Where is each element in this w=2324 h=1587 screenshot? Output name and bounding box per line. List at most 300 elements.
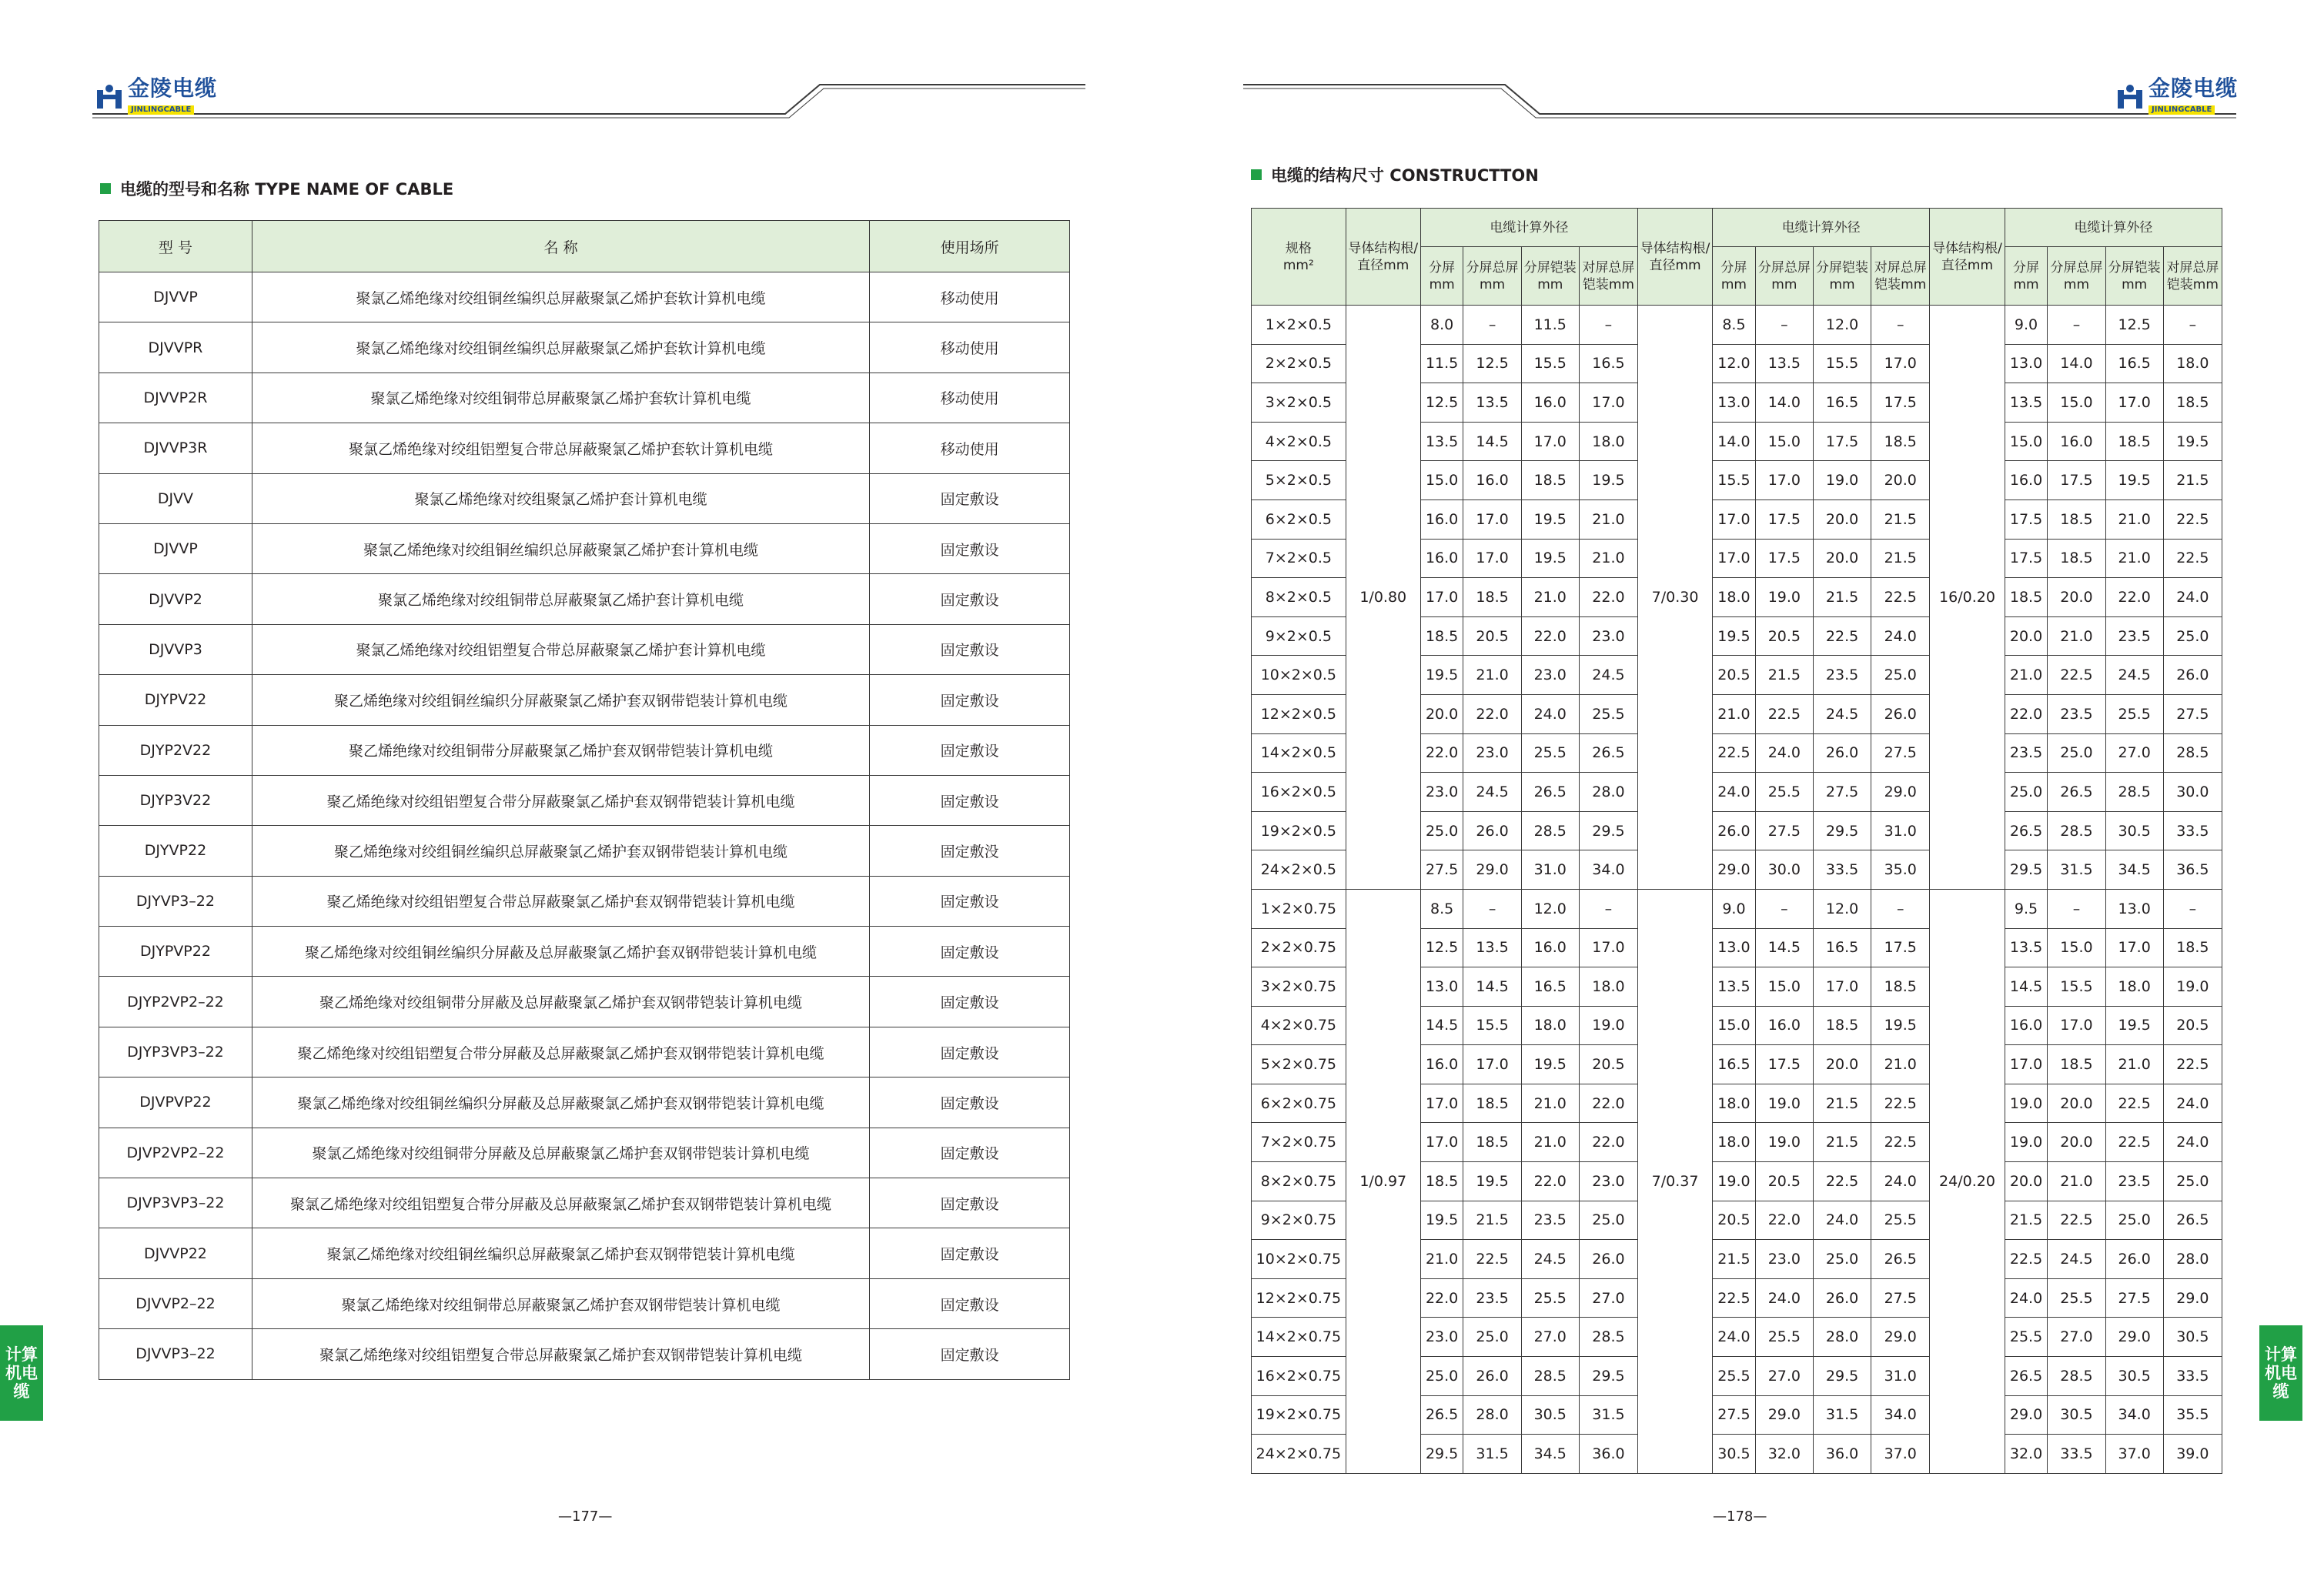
value-cell: 26.5: [1420, 1395, 1463, 1435]
value-cell: 35.0: [1871, 850, 1930, 890]
value-cell: 21.0: [1579, 539, 1637, 578]
value-cell: 16.5: [1813, 383, 1871, 423]
name-cell: 聚乙烯绝缘对绞组铜丝编织分屏蔽聚氯乙烯护套双钢带铠装计算机电缆: [252, 675, 869, 725]
spec-cell: 16×2×0.5: [1252, 773, 1346, 812]
value-cell: 18.5: [2005, 578, 2048, 617]
value-cell: 20.5: [2163, 1006, 2222, 1045]
value-cell: 25.5: [2048, 1278, 2105, 1318]
value-cell: 30.5: [1521, 1395, 1579, 1435]
value-cell: –: [2048, 306, 2105, 345]
name-cell: 聚氯乙烯绝缘对绞组铜带总屏蔽聚氯乙烯护套软计算机电缆: [252, 373, 869, 423]
header-sub: 分屏总屏mm: [2048, 247, 2105, 306]
value-cell: 32.0: [1755, 1435, 1813, 1474]
value-cell: 20.0: [1813, 499, 1871, 539]
value-cell: 13.5: [1713, 967, 1756, 1007]
usage-cell: 移动使用: [870, 322, 1070, 373]
value-cell: 18.5: [1420, 616, 1463, 656]
value-cell: 20.0: [1813, 539, 1871, 578]
value-cell: 13.5: [2005, 383, 2048, 423]
value-cell: 28.5: [2163, 733, 2222, 773]
value-cell: 17.5: [1813, 422, 1871, 461]
value-cell: 24.0: [1713, 773, 1756, 812]
header-sub: 对屏总屏铠装mm: [1871, 247, 1930, 306]
value-cell: 21.0: [2048, 1162, 2105, 1201]
spec-cell: 12×2×0.5: [1252, 694, 1346, 733]
brand-sub: JINLINGCABLE: [128, 105, 194, 115]
value-cell: 29.0: [1871, 1318, 1930, 1357]
value-cell: 21.0: [1579, 499, 1637, 539]
model-cell: DJVPVP22: [99, 1077, 252, 1128]
name-cell: 聚氯乙烯绝缘对绞组铜丝编织总屏蔽聚氯乙烯护套软计算机电缆: [252, 272, 869, 322]
spec-cell: 3×2×0.75: [1252, 967, 1346, 1007]
usage-cell: 固定敷设: [870, 1077, 1070, 1128]
value-cell: 21.0: [1871, 1045, 1930, 1084]
page-number: —177—: [558, 1508, 613, 1525]
model-cell: DJVVPR: [99, 322, 252, 373]
value-cell: 21.5: [1813, 1084, 1871, 1123]
name-cell: 聚氯乙烯绝缘对绞组铜丝编织总屏蔽聚氯乙烯护套双钢带铠装计算机电缆: [252, 1228, 869, 1278]
table-row: [99, 322, 1070, 373]
value-cell: –: [2163, 889, 2222, 928]
value-cell: 29.0: [1463, 850, 1521, 890]
table-header-row: [99, 221, 1070, 272]
value-cell: 23.5: [2105, 1162, 2163, 1201]
value-cell: 29.5: [1813, 811, 1871, 850]
value-cell: 19.0: [1813, 461, 1871, 500]
right-page: [1162, 0, 2324, 1587]
value-cell: 8.5: [1420, 889, 1463, 928]
value-cell: 24.0: [1755, 1278, 1813, 1318]
value-cell: 23.0: [1463, 733, 1521, 773]
value-cell: 18.0: [2163, 344, 2222, 383]
value-cell: 33.5: [2048, 1435, 2105, 1474]
value-cell: 30.5: [1713, 1435, 1756, 1474]
value-cell: 18.5: [1463, 578, 1521, 617]
value-cell: 25.5: [1579, 694, 1637, 733]
logo-icon: [95, 82, 123, 110]
value-cell: 24.0: [1521, 694, 1579, 733]
value-cell: 18.5: [1813, 1006, 1871, 1045]
value-cell: 20.0: [1813, 1045, 1871, 1084]
value-cell: 30.0: [2163, 773, 2222, 812]
value-cell: 21.5: [1755, 656, 1813, 695]
value-cell: 18.0: [1713, 1123, 1756, 1162]
value-cell: 31.0: [1871, 1357, 1930, 1396]
name-cell: 聚氯乙烯绝缘对绞组铝塑复合带总屏蔽聚氯乙烯护套双钢带铠装计算机电缆: [252, 1329, 869, 1379]
value-cell: 18.0: [1579, 967, 1637, 1007]
table-row: [99, 775, 1070, 825]
value-cell: 18.5: [2105, 422, 2163, 461]
value-cell: 21.5: [2163, 461, 2222, 500]
section-marker-icon: [100, 183, 111, 194]
value-cell: 26.0: [1713, 811, 1756, 850]
header-rule: [1243, 74, 2239, 120]
value-cell: 23.0: [1755, 1240, 1813, 1279]
value-cell: 17.0: [1579, 928, 1637, 967]
value-cell: 22.5: [2005, 1240, 2048, 1279]
value-cell: 25.0: [2163, 616, 2222, 656]
value-cell: 13.0: [1420, 967, 1463, 1007]
table-row: [99, 624, 1070, 674]
value-cell: 25.0: [2163, 1162, 2222, 1201]
value-cell: 13.0: [2005, 344, 2048, 383]
value-cell: 23.0: [1579, 1162, 1637, 1201]
spec-cell: 7×2×0.5: [1252, 539, 1346, 578]
table-row: [99, 523, 1070, 573]
value-cell: 39.0: [2163, 1435, 2222, 1474]
value-cell: 27.5: [1871, 1278, 1930, 1318]
value-cell: 22.0: [1420, 1278, 1463, 1318]
model-cell: DJVV: [99, 473, 252, 523]
header-od: 电缆计算外径: [2005, 209, 2222, 247]
model-cell: DJYPV22: [99, 675, 252, 725]
table-row: [99, 927, 1070, 977]
value-cell: 17.5: [1871, 928, 1930, 967]
value-cell: 18.5: [2048, 499, 2105, 539]
value-cell: 30.5: [2048, 1395, 2105, 1435]
value-cell: 22.5: [1813, 616, 1871, 656]
header-sub: 对屏总屏铠装mm: [2163, 247, 2222, 306]
value-cell: 19.5: [1521, 1045, 1579, 1084]
value-cell: 26.0: [1579, 1240, 1637, 1279]
usage-cell: 固定敷设: [870, 574, 1070, 624]
value-cell: 13.0: [2105, 889, 2163, 928]
value-cell: 23.0: [1579, 616, 1637, 656]
name-cell: 聚氯乙烯绝缘对绞组铝塑复合带总屏蔽聚氯乙烯护套软计算机电缆: [252, 423, 869, 473]
value-cell: 34.5: [1521, 1435, 1579, 1474]
value-cell: 19.0: [2005, 1123, 2048, 1162]
value-cell: 22.0: [1420, 733, 1463, 773]
value-cell: 27.5: [2163, 694, 2222, 733]
model-cell: DJYP2V22: [99, 725, 252, 775]
value-cell: 26.5: [1521, 773, 1579, 812]
header-rule: [92, 74, 1085, 120]
header-spec: [1252, 209, 1346, 306]
value-cell: 13.5: [1420, 422, 1463, 461]
value-cell: 14.5: [1755, 928, 1813, 967]
value-cell: 26.0: [1813, 733, 1871, 773]
name-cell: 聚乙烯绝缘对绞组铜丝编织分屏蔽及总屏蔽聚氯乙烯护套双钢带铠装计算机电缆: [252, 927, 869, 977]
value-cell: 19.0: [1713, 1162, 1756, 1201]
model-cell: DJYP3VP3–22: [99, 1027, 252, 1077]
value-cell: 22.0: [1579, 578, 1637, 617]
name-cell: 聚氯乙烯绝缘对绞组铜带分屏蔽及总屏蔽聚氯乙烯护套双钢带铠装计算机电缆: [252, 1128, 869, 1178]
value-cell: 17.0: [2105, 383, 2163, 423]
value-cell: 20.0: [1871, 461, 1930, 500]
value-cell: 20.5: [1579, 1045, 1637, 1084]
value-cell: 8.0: [1420, 306, 1463, 345]
value-cell: 21.5: [2005, 1201, 2048, 1240]
value-cell: 29.0: [2105, 1318, 2163, 1357]
value-cell: 19.0: [2163, 967, 2222, 1007]
value-cell: –: [1871, 889, 1930, 928]
value-cell: 20.5: [1755, 1162, 1813, 1201]
side-tab-computer-cable: 计算机电缆: [2259, 1325, 2302, 1421]
spec-cell: 4×2×0.75: [1252, 1006, 1346, 1045]
value-cell: 24.5: [1463, 773, 1521, 812]
value-cell: 19.0: [2005, 1084, 2048, 1123]
value-cell: 21.0: [1713, 694, 1756, 733]
spec-cell: 8×2×0.5: [1252, 578, 1346, 617]
value-cell: 12.0: [1521, 889, 1579, 928]
value-cell: 29.5: [1420, 1435, 1463, 1474]
spec-cell: 2×2×0.75: [1252, 928, 1346, 967]
value-cell: 18.5: [2048, 1045, 2105, 1084]
value-cell: 29.0: [1871, 773, 1930, 812]
value-cell: 17.0: [1813, 967, 1871, 1007]
header-sub: 分屏总屏mm: [1755, 247, 1813, 306]
value-cell: 24.5: [2048, 1240, 2105, 1279]
value-cell: 20.5: [1713, 656, 1756, 695]
model-cell: DJVVP2–22: [99, 1278, 252, 1328]
value-cell: 12.0: [1713, 344, 1756, 383]
value-cell: 24.0: [1755, 733, 1813, 773]
value-cell: 17.5: [1871, 383, 1930, 423]
spec-cell: 5×2×0.75: [1252, 1045, 1346, 1084]
value-cell: 26.5: [2005, 1357, 2048, 1396]
value-cell: 23.0: [1420, 1318, 1463, 1357]
value-cell: 25.5: [1755, 1318, 1813, 1357]
value-cell: 16.5: [1713, 1045, 1756, 1084]
name-cell: 聚乙烯绝缘对绞组铜带分屏蔽聚氯乙烯护套双钢带铠装计算机电缆: [252, 725, 869, 775]
value-cell: 17.5: [2005, 539, 2048, 578]
value-cell: –: [1579, 306, 1637, 345]
value-cell: 26.5: [2048, 773, 2105, 812]
header-sub: 对屏总屏铠装mm: [1579, 247, 1637, 306]
conductor-cell: 16/0.20: [1930, 306, 2005, 890]
table-row: [99, 373, 1070, 423]
model-cell: DJYP2VP2–22: [99, 977, 252, 1027]
value-cell: 19.5: [1579, 461, 1637, 500]
header-sub: 分屏mm: [1713, 247, 1756, 306]
value-cell: 26.0: [1463, 811, 1521, 850]
value-cell: 19.5: [1521, 499, 1579, 539]
value-cell: 12.5: [1463, 344, 1521, 383]
value-cell: –: [1579, 889, 1637, 928]
spec-cell: 14×2×0.75: [1252, 1318, 1346, 1357]
value-cell: 15.0: [2005, 422, 2048, 461]
value-cell: 16.0: [2005, 461, 2048, 500]
value-cell: 14.5: [2005, 967, 2048, 1007]
usage-cell: 固定敷设: [870, 1228, 1070, 1278]
value-cell: 24.0: [1813, 1201, 1871, 1240]
value-cell: 28.5: [2048, 811, 2105, 850]
value-cell: 8.5: [1713, 306, 1756, 345]
value-cell: 18.5: [1463, 1084, 1521, 1123]
value-cell: 16.5: [1521, 967, 1579, 1007]
value-cell: 18.5: [2048, 539, 2105, 578]
value-cell: 14.5: [1463, 422, 1521, 461]
value-cell: 21.0: [2048, 616, 2105, 656]
section-title-text: 电缆的结构尺寸 CONSTRUCTTON: [1271, 166, 1539, 185]
value-cell: 27.0: [2048, 1318, 2105, 1357]
conductor-cell: 1/0.80: [1346, 306, 1420, 890]
value-cell: 13.0: [1713, 383, 1756, 423]
value-cell: 29.5: [1579, 1357, 1637, 1396]
value-cell: 23.5: [1463, 1278, 1521, 1318]
value-cell: 17.0: [1463, 499, 1521, 539]
model-cell: DJYPVP22: [99, 927, 252, 977]
table-row: [99, 423, 1070, 473]
spec-cell: 19×2×0.5: [1252, 811, 1346, 850]
header-sub: 分屏铠装mm: [1813, 247, 1871, 306]
spec-cell: 24×2×0.5: [1252, 850, 1346, 890]
value-cell: 24.0: [1713, 1318, 1756, 1357]
value-cell: 27.0: [2105, 733, 2163, 773]
usage-cell: 固定敷设: [870, 1178, 1070, 1228]
name-cell: 聚氯乙烯绝缘对绞组铝塑复合带分屏蔽及总屏蔽聚氯乙烯护套双钢带铠装计算机电缆: [252, 1178, 869, 1228]
value-cell: 25.5: [1713, 1357, 1756, 1396]
value-cell: 15.0: [1755, 967, 1813, 1007]
table-row: [99, 1128, 1070, 1178]
value-cell: 22.0: [1579, 1123, 1637, 1162]
table-row: [99, 876, 1070, 926]
spec-cell: 6×2×0.75: [1252, 1084, 1346, 1123]
conductor-cell: 7/0.37: [1638, 889, 1713, 1473]
value-cell: 19.5: [2105, 1006, 2163, 1045]
table-row: [1252, 889, 2222, 928]
table-row: [99, 725, 1070, 775]
spec-cell: 1×2×0.75: [1252, 889, 1346, 928]
value-cell: 36.0: [1579, 1435, 1637, 1474]
value-cell: 21.0: [1521, 578, 1579, 617]
spec-cell: 16×2×0.75: [1252, 1357, 1346, 1396]
value-cell: 27.5: [1813, 773, 1871, 812]
conductor-cell: 1/0.97: [1346, 889, 1420, 1473]
value-cell: 24.5: [2105, 656, 2163, 695]
value-cell: 22.0: [1755, 1201, 1813, 1240]
value-cell: 16.0: [1420, 499, 1463, 539]
value-cell: 17.5: [2005, 499, 2048, 539]
name-cell: 聚氯乙烯绝缘对绞组聚氯乙烯护套计算机电缆: [252, 473, 869, 523]
value-cell: 16.5: [1579, 344, 1637, 383]
value-cell: 30.0: [1755, 850, 1813, 890]
value-cell: 23.5: [2105, 616, 2163, 656]
value-cell: 16.0: [1755, 1006, 1813, 1045]
name-cell: 聚乙烯绝缘对绞组铜丝编织总屏蔽聚氯乙烯护套双钢带铠装计算机电缆: [252, 826, 869, 876]
value-cell: 23.5: [1813, 656, 1871, 695]
value-cell: 24.0: [2163, 1084, 2222, 1123]
value-cell: 17.0: [1755, 461, 1813, 500]
value-cell: 15.5: [1521, 344, 1579, 383]
value-cell: 34.0: [1579, 850, 1637, 890]
value-cell: 31.5: [1463, 1435, 1521, 1474]
value-cell: 22.5: [2163, 499, 2222, 539]
value-cell: 21.0: [1463, 656, 1521, 695]
value-cell: 20.5: [1755, 616, 1813, 656]
name-cell: 聚氯乙烯绝缘对绞组铜带总屏蔽聚氯乙烯护套双钢带铠装计算机电缆: [252, 1278, 869, 1328]
value-cell: 31.0: [1521, 850, 1579, 890]
value-cell: 22.5: [2048, 656, 2105, 695]
value-cell: 9.0: [2005, 306, 2048, 345]
value-cell: 26.0: [1871, 694, 1930, 733]
value-cell: 22.5: [1871, 578, 1930, 617]
value-cell: 17.5: [1755, 499, 1813, 539]
value-cell: 17.5: [1755, 1045, 1813, 1084]
spec-cell: 6×2×0.5: [1252, 499, 1346, 539]
model-cell: DJVVP: [99, 523, 252, 573]
model-cell: DJYVP22: [99, 826, 252, 876]
value-cell: 12.5: [2105, 306, 2163, 345]
value-cell: 25.5: [1521, 733, 1579, 773]
value-cell: 18.0: [1521, 1006, 1579, 1045]
table-row: [99, 574, 1070, 624]
model-cell: DJVVP3R: [99, 423, 252, 473]
value-cell: 27.5: [2105, 1278, 2163, 1318]
value-cell: 13.0: [1713, 928, 1756, 967]
header-od: 电缆计算外径: [1420, 209, 1637, 247]
usage-cell: 固定敷设: [870, 927, 1070, 977]
value-cell: 21.0: [2105, 539, 2163, 578]
header-sub: 分屏mm: [1420, 247, 1463, 306]
value-cell: 20.5: [1463, 616, 1521, 656]
construction-table: [1251, 208, 2222, 1474]
value-cell: 17.5: [2048, 461, 2105, 500]
value-cell: 28.0: [2163, 1240, 2222, 1279]
usage-cell: 固定敷设: [870, 775, 1070, 825]
name-cell: 聚氯乙烯绝缘对绞组铜带总屏蔽聚氯乙烯护套计算机电缆: [252, 574, 869, 624]
value-cell: 34.5: [2105, 850, 2163, 890]
value-cell: 29.0: [1755, 1395, 1813, 1435]
value-cell: 32.0: [2005, 1435, 2048, 1474]
model-cell: DJVP2VP2–22: [99, 1128, 252, 1178]
model-cell: DJVVP3: [99, 624, 252, 674]
usage-cell: 固定敷设: [870, 1278, 1070, 1328]
brand-name: 金陵电缆: [128, 75, 218, 101]
value-cell: 15.0: [1713, 1006, 1756, 1045]
value-cell: 17.0: [2048, 1006, 2105, 1045]
table-header-row: [1252, 209, 2222, 247]
value-cell: 22.0: [2105, 578, 2163, 617]
value-cell: 28.0: [1579, 773, 1637, 812]
table-row: [99, 272, 1070, 322]
spec-cell: 9×2×0.5: [1252, 616, 1346, 656]
value-cell: 21.0: [1420, 1240, 1463, 1279]
spec-cell: 7×2×0.75: [1252, 1123, 1346, 1162]
value-cell: 9.5: [2005, 889, 2048, 928]
usage-cell: 固定敷设: [870, 977, 1070, 1027]
value-cell: 17.0: [1420, 578, 1463, 617]
table-row: [99, 1228, 1070, 1278]
table-row: [99, 1329, 1070, 1379]
table-row: [1252, 306, 2222, 345]
value-cell: 25.5: [1521, 1278, 1579, 1318]
value-cell: 22.5: [2048, 1201, 2105, 1240]
value-cell: 31.5: [2048, 850, 2105, 890]
value-cell: 27.5: [1420, 850, 1463, 890]
value-cell: 21.5: [1871, 539, 1930, 578]
conductor-cell: 7/0.30: [1638, 306, 1713, 890]
value-cell: 24.0: [2005, 1278, 2048, 1318]
value-cell: 22.5: [2105, 1084, 2163, 1123]
value-cell: 17.0: [1871, 344, 1930, 383]
value-cell: 13.5: [2005, 928, 2048, 967]
header-sub: 分屏mm: [2005, 247, 2048, 306]
value-cell: –: [1463, 889, 1521, 928]
value-cell: 19.5: [1521, 539, 1579, 578]
spec-cell: 24×2×0.75: [1252, 1435, 1346, 1474]
header-conductor: 导体结构根/直径mm: [1638, 209, 1713, 306]
value-cell: 14.0: [1755, 383, 1813, 423]
value-cell: 24.0: [1871, 1162, 1930, 1201]
usage-cell: 移动使用: [870, 272, 1070, 322]
usage-cell: 固定敷设: [870, 1027, 1070, 1077]
value-cell: 22.5: [1813, 1162, 1871, 1201]
model-cell: DJVVP2: [99, 574, 252, 624]
value-cell: 22.0: [1579, 1084, 1637, 1123]
value-cell: 12.0: [1813, 306, 1871, 345]
section-title-text: 电缆的型号和名称 TYPE NAME OF CABLE: [120, 180, 454, 199]
